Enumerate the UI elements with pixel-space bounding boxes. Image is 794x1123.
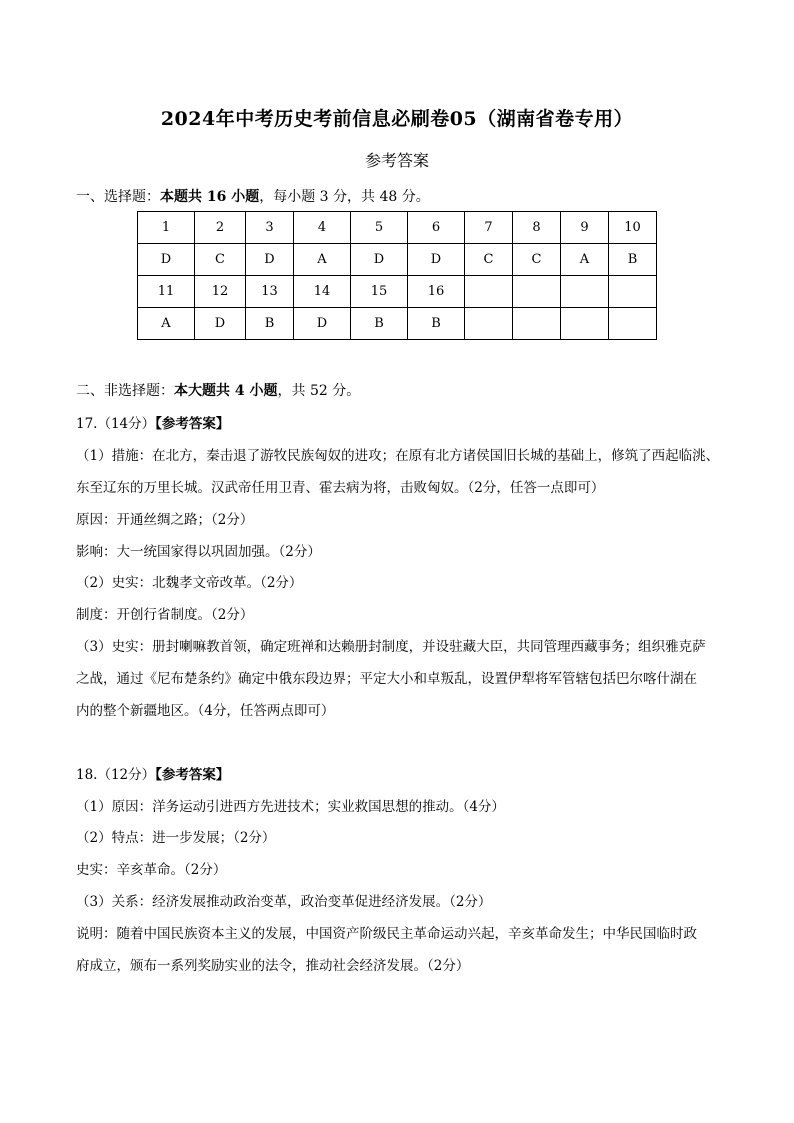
table-cell: 4 [294, 212, 351, 244]
table-cell: B [408, 308, 465, 340]
table-cell [561, 308, 609, 340]
table-cell: A [138, 308, 195, 340]
table-row [138, 244, 657, 276]
table-cell: 1 [138, 212, 195, 244]
question-18-line: （2）特点：进一步发展；（2分） [76, 830, 276, 846]
answer-table [137, 211, 657, 340]
table-cell: 15 [351, 276, 408, 308]
table-cell: D [246, 244, 294, 276]
table-cell: 5 [351, 212, 408, 244]
document-subtitle: 参考答案 [364, 151, 429, 170]
table-cell: 8 [513, 212, 561, 244]
table-cell [513, 308, 561, 340]
table-cell: 12 [195, 276, 246, 308]
question-18-line: （3）关系：经济发展推动政治变革，政治变革促进经济发展。（2分） [76, 894, 492, 910]
table-row [138, 276, 657, 308]
table-cell: 3 [246, 212, 294, 244]
question-18-line: 府成立，颁布一系列奖励实业的法令，推动社会经济发展。（2分） [76, 958, 470, 974]
section-2-bold: 本大题共 4 小题 [174, 383, 278, 399]
table-cell: C [513, 244, 561, 276]
section-1-heading [76, 186, 430, 206]
table-cell [609, 276, 657, 308]
question-17-line: 原因：开通丝绸之路；（2分） [76, 512, 254, 528]
table-row [138, 212, 657, 244]
question-17-line: （1）措施：在北方，秦击退了游牧民族匈奴的进攻；在原有北方诸侯国旧长城的基础上，修筑了西起临洮、 [76, 448, 720, 464]
table-cell: D [408, 244, 465, 276]
table-cell: D [195, 308, 246, 340]
question-18-line: 史实：辛亥革命。（2分） [76, 862, 227, 878]
question-18-line: 说明：随着中国民族资本主义的发展，中国资产阶级民主革命运动兴起，辛亥革命发生；中华民国临时政 [76, 926, 697, 942]
table-cell: 16 [408, 276, 465, 308]
table-cell: A [294, 244, 351, 276]
question-17-line: （2）史实：北魏孝文帝改革。（2分） [76, 575, 303, 591]
question-18-heading [76, 763, 726, 783]
table-cell: 6 [408, 212, 465, 244]
table-cell: 9 [561, 212, 609, 244]
section-2-prefix: 二、非选择题： [76, 383, 174, 399]
table-cell: D [294, 308, 351, 340]
table-cell: 2 [195, 212, 246, 244]
table-cell: 7 [465, 212, 513, 244]
question-17-line: 制度：开创行省制度。（2分） [76, 607, 254, 623]
question-17-line: 影响：大一统国家得以巩固加强。（2分） [76, 544, 321, 560]
table-cell: D [351, 244, 408, 276]
table-cell: C [195, 244, 246, 276]
question-18-line: （1）原因：洋务运动引进西方先进技术；实业救国思想的推动。（4分） [76, 799, 505, 815]
section-2-heading [76, 380, 360, 400]
table-cell: B [246, 308, 294, 340]
question-18-answer-tag: 【参考答案】 [155, 767, 230, 783]
table-cell: 13 [246, 276, 294, 308]
question-17-line: 东至辽东的万里长城。汉武帝任用卫青、霍去病为将，击败匈奴。（2分，任答一点即可） [76, 480, 605, 496]
table-cell: 10 [609, 212, 657, 244]
table-cell: 11 [138, 276, 195, 308]
table-cell [609, 308, 657, 340]
section-1-bold: 本题共 16 小题 [160, 189, 260, 205]
question-17-heading [76, 412, 726, 432]
table-cell: D [138, 244, 195, 276]
table-cell: C [465, 244, 513, 276]
question-17-line: 之战，通过《尼布楚条约》确定中俄东段边界；平定大小和卓叛乱，设置伊犁将军管辖包括巴尔喀什湖在 [76, 671, 697, 687]
question-17-answer-tag: 【参考答案】 [155, 416, 230, 432]
document-title: 2024年中考历史考前信息必刷卷05（湖南省卷专用） [160, 108, 634, 130]
table-row [138, 308, 657, 340]
section-2-rest: ，共 52 分。 [277, 383, 361, 399]
section-1-prefix: 一、选择题： [76, 189, 160, 205]
table-cell: A [561, 244, 609, 276]
table-cell [561, 276, 609, 308]
table-cell: B [351, 308, 408, 340]
table-cell [465, 276, 513, 308]
section-1-rest: ，每小题 3 分，共 48 分。 [259, 189, 430, 205]
table-cell: 14 [294, 276, 351, 308]
question-18-number: 18.（12分） [76, 767, 156, 783]
table-cell [513, 276, 561, 308]
question-17-line: （3）史实：册封喇嘛教首领，确定班禅和达赖册封制度，并设驻藏大臣，共同管理西藏事务；组织雅克萨 [76, 639, 706, 655]
question-17-line: 内的整个新疆地区。（4分，任答两点即可） [76, 703, 335, 719]
table-cell [465, 308, 513, 340]
table-cell: B [609, 244, 657, 276]
question-17-number: 17.（14分） [76, 416, 156, 432]
